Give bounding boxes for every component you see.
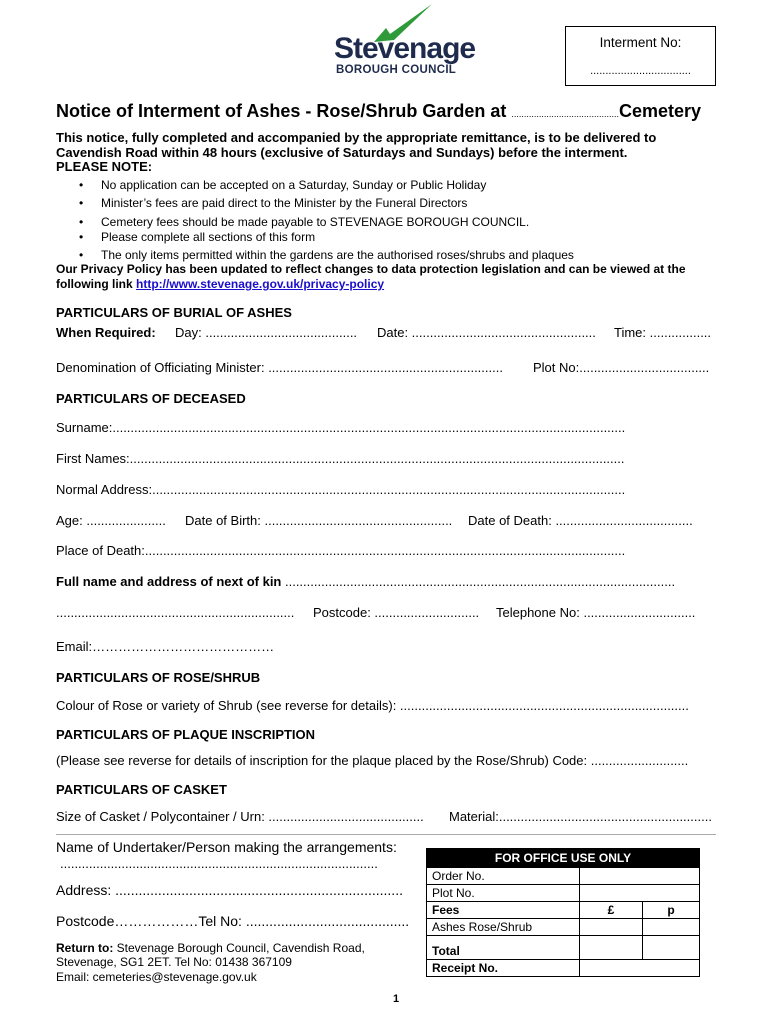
dod-field[interactable]: Date of Death: ......................................: [468, 513, 693, 528]
please-note: PLEASE NOTE:: [56, 159, 153, 174]
plaque-code-field[interactable]: (Please see reverse for details of inscription for the plaque placed by the Rose/Shrub) Code: ...........................: [56, 753, 689, 768]
table-row: [427, 919, 700, 936]
fees-label: Fees: [427, 902, 580, 919]
casket-heading: PARTICULARS OF CASKET: [56, 782, 227, 797]
deceased-heading: PARTICULARS OF DECEASED: [56, 391, 246, 406]
total-pence-cell[interactable]: [643, 936, 700, 960]
return-address-line-2: Stevenage, SG1 2ET. Tel No: 01438 367109: [56, 955, 292, 969]
order-no-cell[interactable]: [580, 868, 700, 885]
cemetery-name-field[interactable]: ...........................................: [511, 109, 619, 119]
undertaker-field[interactable]: ........................................................................................: [60, 856, 378, 871]
email-field[interactable]: Email:……………………………………: [56, 639, 275, 654]
next-of-kin-field[interactable]: Full name and address of next of kin ............................................................................................................: [56, 574, 676, 589]
council-logo: [334, 4, 474, 76]
receipt-label: Receipt No.: [427, 960, 580, 977]
plot-no-label: Plot No.: [427, 885, 580, 902]
rose-colour-field[interactable]: Colour of Rose or variety of Shrub (see reverse for details): ................................................................................: [56, 698, 689, 713]
page-title: [56, 101, 701, 122]
list-item: • Cemetery fees should be made payable to STEVENAGE BOROUGH COUNCIL.: [57, 215, 529, 229]
table-row: [427, 960, 700, 977]
intro-line-1: This notice, fully completed and accompanied by the appropriate remittance, is to be delivered to: [56, 130, 657, 145]
ashes-pounds-cell[interactable]: [580, 919, 643, 936]
next-of-kin-line-2[interactable]: ..................................................................: [56, 605, 295, 620]
surname-field[interactable]: Surname:..............................................................................................................................................: [56, 420, 626, 435]
office-use-table: [426, 848, 700, 977]
address-field[interactable]: Normal Address:...................................................................................................................................: [56, 482, 626, 497]
title-end: Cemetery: [618, 101, 701, 121]
list-item: • No application can be accepted on a Saturday, Sunday or Public Holiday: [57, 178, 486, 192]
title-main: Notice of Interment of Ashes - Rose/Shrub Garden at: [56, 101, 507, 121]
total-label: Total: [427, 936, 580, 960]
casket-size-field[interactable]: Size of Casket / Polycontainer / Urn: ...........................................: [56, 809, 424, 824]
order-no-label: Order No.: [427, 868, 580, 885]
dob-field[interactable]: Date of Birth: ....................................................: [185, 513, 453, 528]
total-pounds-cell[interactable]: [580, 936, 643, 960]
intro-line-2: Cavendish Road within 48 hours (exclusive of Saturdays and Sundays) before the interment.: [56, 145, 628, 160]
first-names-field[interactable]: First Names:.........................................................................................................................................: [56, 451, 625, 466]
interment-number-box[interactable]: [565, 26, 716, 86]
undertaker-address-field[interactable]: Address: ..........................................................................: [56, 882, 403, 898]
privacy-line-1: Our Privacy Policy has been updated to reflect changes to data protection legislation and can be viewed at the: [56, 262, 686, 276]
plot-no-cell[interactable]: [580, 885, 700, 902]
logo-council: BOROUGH COUNCIL: [336, 64, 457, 76]
table-row: [427, 885, 700, 902]
interment-field[interactable]: .................................: [590, 65, 691, 77]
table-row: [427, 902, 700, 919]
interment-label: Interment No:: [599, 35, 682, 50]
undertaker-label: Name of Undertaker/Person making the arrangements:: [56, 839, 397, 855]
divider: [56, 834, 716, 835]
privacy-line-2: following link http://www.stevenage.gov.uk/privacy-policy: [56, 277, 385, 291]
burial-heading: PARTICULARS OF BURIAL OF ASHES: [56, 305, 292, 320]
plot-field[interactable]: Plot No:....................................: [533, 360, 710, 375]
casket-material-field[interactable]: Material:...........................................................: [449, 809, 712, 824]
table-row: [427, 936, 700, 960]
rose-heading: PARTICULARS OF ROSE/SHRUB: [56, 670, 261, 685]
return-to: Return to: Stevenage Borough Council, Cavendish Road,: [56, 941, 365, 955]
place-of-death-field[interactable]: Place of Death:.....................................................................................................................................: [56, 543, 626, 558]
privacy-policy-link[interactable]: http://www.stevenage.gov.uk/privacy-policy: [136, 277, 385, 291]
time-field[interactable]: Time: .................: [614, 325, 712, 340]
date-field[interactable]: Date: ...................................................: [377, 325, 596, 340]
logo-name: Stevenage: [334, 32, 476, 65]
ashes-rose-shrub-label: Ashes Rose/Shrub: [427, 919, 580, 936]
pounds-label: £: [580, 902, 643, 919]
pence-label: p: [643, 902, 700, 919]
receipt-cell[interactable]: [580, 960, 700, 977]
page-number: 1: [393, 993, 400, 1005]
age-field[interactable]: Age: ......................: [56, 513, 166, 528]
telephone-field[interactable]: Telephone No: ...............................: [496, 605, 696, 620]
when-required-label: When Required:: [56, 325, 156, 340]
postcode-field[interactable]: Postcode: .............................: [313, 605, 480, 620]
plaque-heading: PARTICULARS OF PLAQUE INSCRIPTION: [56, 727, 316, 742]
list-item: • Please complete all sections of this form: [57, 230, 315, 244]
minister-field[interactable]: Denomination of Officiating Minister: .................................................................: [56, 360, 503, 375]
table-row: [427, 868, 700, 885]
undertaker-postcode-tel-field[interactable]: Postcode………………Tel No: ..........................................: [56, 913, 410, 929]
return-email: Email: cemeteries@stevenage.gov.uk: [56, 970, 257, 984]
list-item: • The only items permitted within the gardens are the authorised roses/shrubs and plaques: [57, 248, 574, 262]
ashes-pence-cell[interactable]: [643, 919, 700, 936]
day-field[interactable]: Day: ..........................................: [175, 325, 358, 340]
list-item: • Minister’s fees are paid direct to the Minister by the Funeral Directors: [57, 196, 467, 210]
office-heading: FOR OFFICE USE ONLY: [427, 849, 700, 868]
